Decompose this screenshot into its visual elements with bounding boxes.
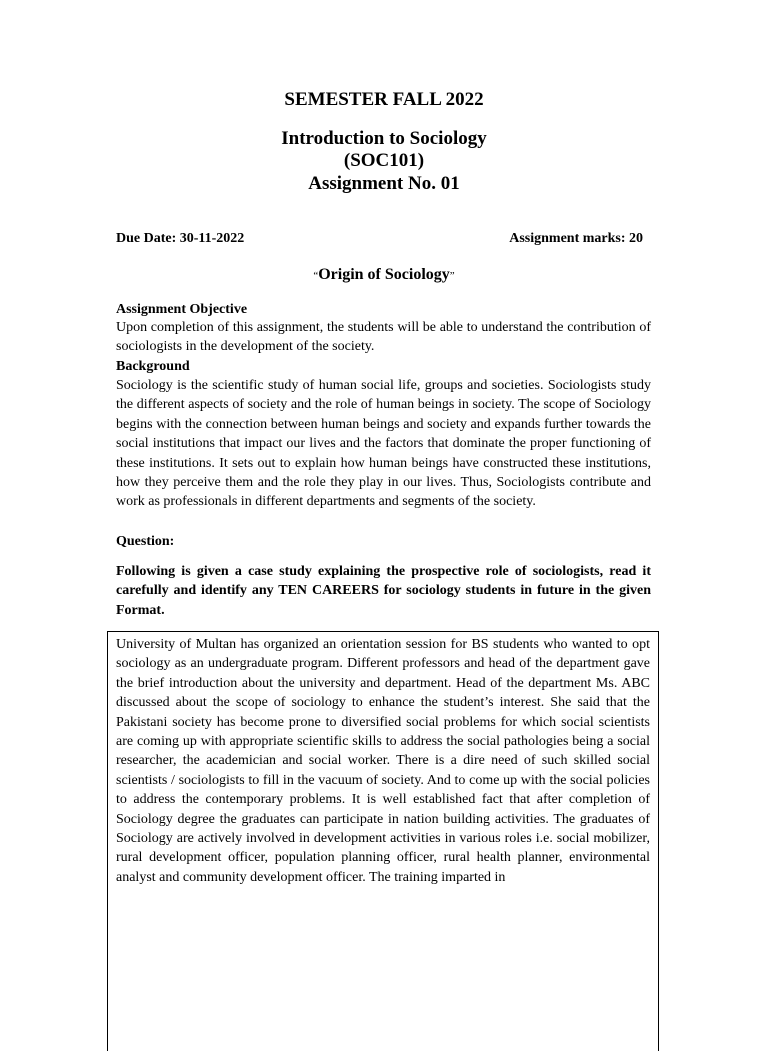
open-quote: “ <box>313 270 319 282</box>
case-study-box <box>107 631 659 1051</box>
due-date: Due Date: 30-11-2022 <box>116 231 245 246</box>
assignment-number: Assignment No. 01 <box>308 173 460 194</box>
assignment-topic <box>0 266 768 284</box>
course-code: (SOC101) <box>343 150 425 171</box>
background-text: Sociology is the scientific study of human social life, groups and societies. Sociologists study the different aspects of society and the role of human beings in society. The scope of Sociology begins with the connection between human beings and society and expands further towards the social institutions that impact our lives and the factors that dominate the proper functioning of these institutions. It sets out to explain how human beings have constructed these institutions, how they perceive them and the role they play in our lives. Thus, Sociologists contribute and work as professionals in different departments and segments of the society. <box>116 378 651 510</box>
case-study-text: University of Multan has organized an orientation session for BS students who wanted to opt sociology as an undergraduate program. Different professors and head of the department gave the brief introduction about the university and department. Head of the department Ms. ABC discussed about the scope of sociology to enhance the student’s interest. She said that the Pakistani society has become prone to diversified social problems for which social scientists are coming up with appropriate scientific skills to address the social pathologies being a social researcher, the academician and social worker. There is a dire need of such skilled social scientists / sociologists to fill in the vacuum of society. And to come up with the social policies to address the contemporary problems. It is well established fact that after completion of Sociology degree the graduates can participate in nation building activities. The graduates of Sociology are actively involved in development activities in various roles i.e. social mobilizer, rural development officer, population planning officer, rural health planner, environmental analyst and community development officer. The training imparted in <box>116 637 650 885</box>
objective-text: Upon completion of this assignment, the students will be able to understand the contribution of sociologists in the development of the society. <box>116 320 651 355</box>
question-heading: Question: <box>116 534 175 549</box>
close-quote: ” <box>449 270 455 282</box>
topic-title: Origin of Sociology <box>318 266 450 283</box>
background-heading: Background <box>116 359 190 374</box>
objective-heading: Assignment Objective <box>116 302 248 317</box>
course-title: Introduction to Sociology <box>281 128 487 149</box>
semester-heading: SEMESTER FALL 2022 <box>284 89 484 110</box>
assignment-marks: Assignment marks: 20 <box>509 231 643 246</box>
question-text: Following is given a case study explaining the prospective role of sociologists, read it carefully and identify any TEN CAREERS for sociology students in future in the given Format. <box>116 564 651 618</box>
